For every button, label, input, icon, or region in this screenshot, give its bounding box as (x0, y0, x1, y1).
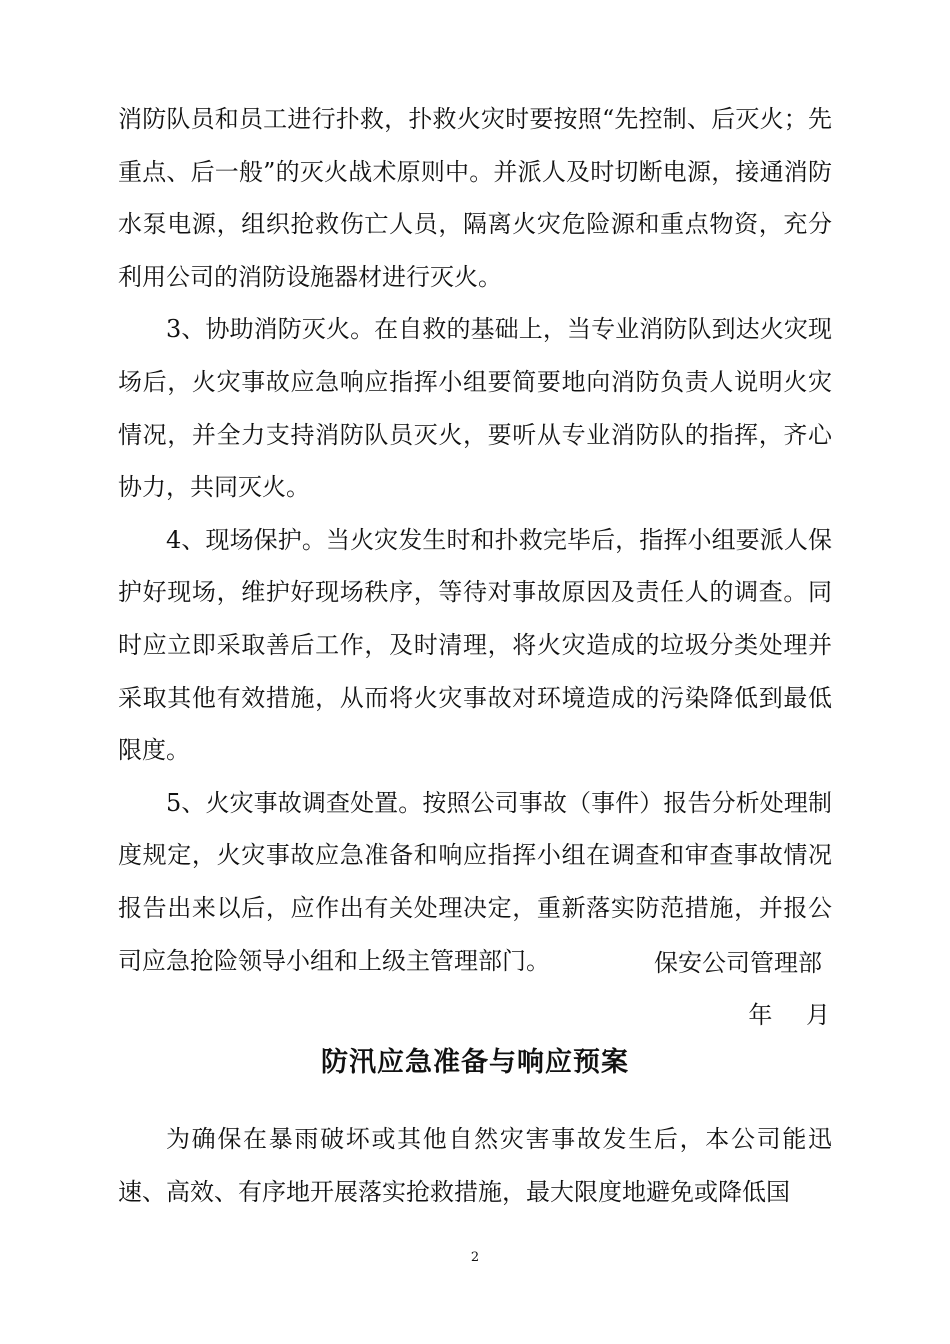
paragraph-scene-protection: 4、现场保护。当火灾发生时和扑救完毕后，指挥小组要派人保护好现场，维护好现场秩序，等待对事故原因及责任人的调查。同时应立即采取善后工作，及时清理，将火灾造成的垃圾分类处理并采取其他有效措施，从而将火灾事故对环境造成的污染降低到最低限度。 (118, 525, 832, 765)
page-number: 2 (470, 1250, 480, 1265)
date-line: 年 月 (748, 1001, 830, 1029)
paragraph-accident-investigation: 5、火灾事故调查处置。按照公司事故（事件）报告分析处理制度规定，火灾事故应急准备和响应指挥小组在调查和审查事故情况报告出来以后，应作出有关处理决定，重新落实防范措施，并报公司应急抢险领导小组和上级主管理部门。 (118, 788, 832, 975)
paragraph-assist-firefighting: 3、协助消防灭火。在自救的基础上，当专业消防队到达火灾现场后，火灾事故应急响应指挥小组要简要地向消防负责人说明火灾情况，并全力支持消防队员灭火，要听从专业消防队的指挥，齐心协力，共同灭火。 (118, 315, 832, 502)
section-title: 防汛应急准备与响应预案 (321, 1047, 629, 1078)
document-body (118, 93, 832, 987)
paragraph-section-intro: 为确保在暴雨破坏或其他自然灾害事故发生后，本公司能迅速、高效、有序地开展落实抢救措施，最大限度地避免或降低国 (118, 1125, 832, 1206)
signature-department: 保安公司管理部 (654, 949, 822, 977)
section-body (118, 1113, 832, 1218)
paragraph-continuation: 消防队员和员工进行扑救，扑救火灾时要按照“先控制、后灭火；先重点、后一般”的灭火战术原则中。并派人及时切断电源，接通消防水泵电源，组织抢救伤亡人员，隔离火灾危险源和重点物资，充分利用公司的消防设施器材进行灭火。 (118, 105, 832, 291)
